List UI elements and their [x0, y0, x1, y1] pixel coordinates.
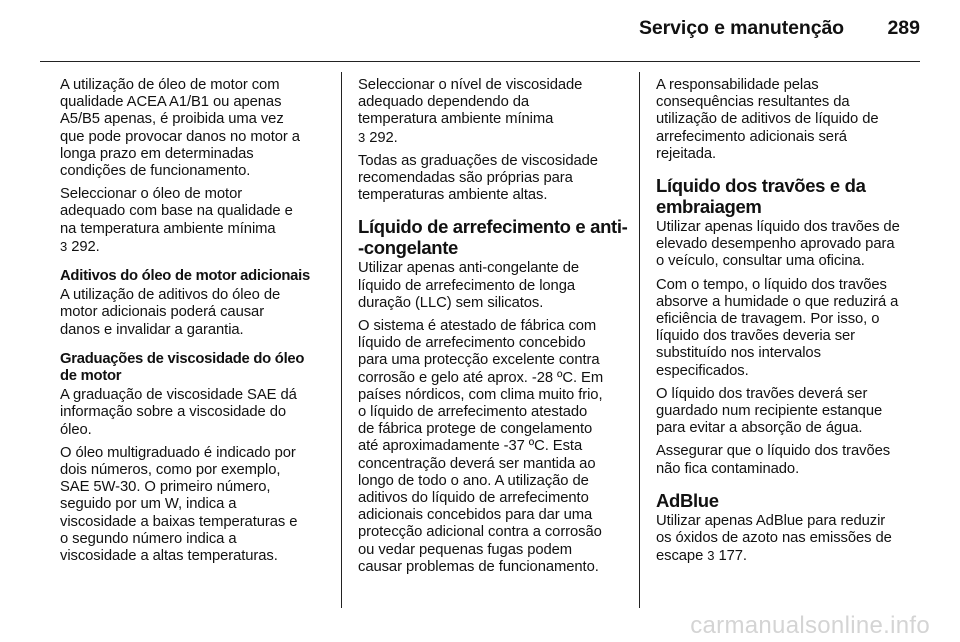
column-divider — [341, 72, 342, 608]
page-ref-link[interactable]: 292. — [71, 238, 100, 255]
paragraph: A utilização de aditivos do óleo de motor adicionais poderá causar danos e invalidar a garantia. — [60, 287, 281, 338]
page-ref-arrow-icon: 3 — [707, 548, 715, 564]
text-column-1 — [60, 77, 325, 571]
text-column-2 — [358, 77, 628, 582]
paragraph: Todas as graduações de viscosidade recomendadas são próprias para temperaturas ambiente altas. — [358, 152, 598, 204]
paragraph: O óleo multigraduado é indicado por dois números, como por exemplo, SAE 5W-30. O primeiro número, seguido por um W, indica a viscosidade a baixas temperaturas e o segundo número indica a viscosidade a altas temperaturas. — [60, 444, 298, 565]
page-ref-link[interactable]: 292. — [369, 129, 398, 146]
page-ref-arrow-icon: 3 — [358, 129, 366, 145]
paragraph: Assegurar que o líquido dos travões não fica contaminado. — [656, 443, 891, 477]
paragraph: Com o tempo, o líquido dos travões absorve a humidade o que reduzirá a eficiência de travagem. Por isso, o líquido dos travões deveria ser substituído nos intervalos especificados. — [656, 276, 899, 379]
column-divider — [639, 72, 640, 608]
paragraph: A responsabilidade pelas consequências resultantes da utilização de aditivos de líquido de arrefecimento adicionais será rejeitada. — [656, 77, 879, 162]
section-title: Serviço e manutenção — [639, 17, 844, 39]
subheading-aditivos: Aditivos do óleo de motor adicionais — [60, 268, 310, 285]
page-number: 289 — [887, 17, 920, 39]
paragraph: O líquido dos travões deverá ser guardado num recipiente estanque para evitar a absorção de água. — [656, 385, 883, 437]
watermark: carmanualsonline.info — [690, 612, 930, 639]
paragraph: Utilizar apenas anti-congelante de líquido de arrefecimento de longa duração (LLC) sem silicatos. — [358, 260, 580, 311]
paragraph: Seleccionar o nível de viscosidade adequado dependendo da temperatura ambiente mínima 3 292. — [358, 77, 583, 146]
heading-liquido-arrefecimento: Líquido de arrefecimento e anti- -congelante — [358, 216, 628, 259]
header-rule — [40, 61, 920, 62]
paragraph: Seleccionar o óleo de motor adequado com base na qualidade e na temperatura ambiente mínima 3 292. — [60, 186, 293, 255]
page-ref-arrow-icon: 3 — [60, 238, 68, 254]
subheading-graduacoes: Graduações de viscosidade do óleo de motor — [60, 350, 305, 385]
paragraph: Utilizar apenas AdBlue para reduzir os óxidos de azoto nas emissões de escape 3 177. — [656, 512, 892, 565]
paragraph: Utilizar apenas líquido dos travões de elevado desempenho aprovado para o veículo, consultar uma oficina. — [656, 219, 900, 270]
heading-liquido-travoes: Líquido dos travões e da embraiagem — [656, 175, 866, 218]
paragraph: A utilização de óleo de motor com qualidade ACEA A1/B1 ou apenas A5/B5 apenas, é proibida uma vez que pode provocar danos no motor a longa prazo em determinadas condições de funcionamento. — [60, 77, 300, 180]
paragraph: O sistema é atestado de fábrica com líquido de arrefecimento concebido para uma protecção excelente contra corrosão e gelo até aprox. -28 ºC. Em países nórdicos, com clima muito frio, o líquido de arrefecimento atestado de fábrica protege de congelamento até aproximadamente -37 ºC. Esta concentração deverá ser mantida ao longo de todo o ano. A utilização de aditivos do líquido de arrefecimento adicionais concebidos para dar uma protecção adicional contra a corrosão ou vedar pequenas fugas podem causar problemas de funcionamento. — [358, 318, 604, 575]
paragraph: A graduação de viscosidade SAE dá informação sobre a viscosidade do óleo. — [60, 387, 297, 438]
page-ref-link[interactable]: 177. — [718, 548, 747, 565]
text-column-3 — [656, 77, 921, 571]
heading-adblue: AdBlue — [656, 489, 719, 511]
